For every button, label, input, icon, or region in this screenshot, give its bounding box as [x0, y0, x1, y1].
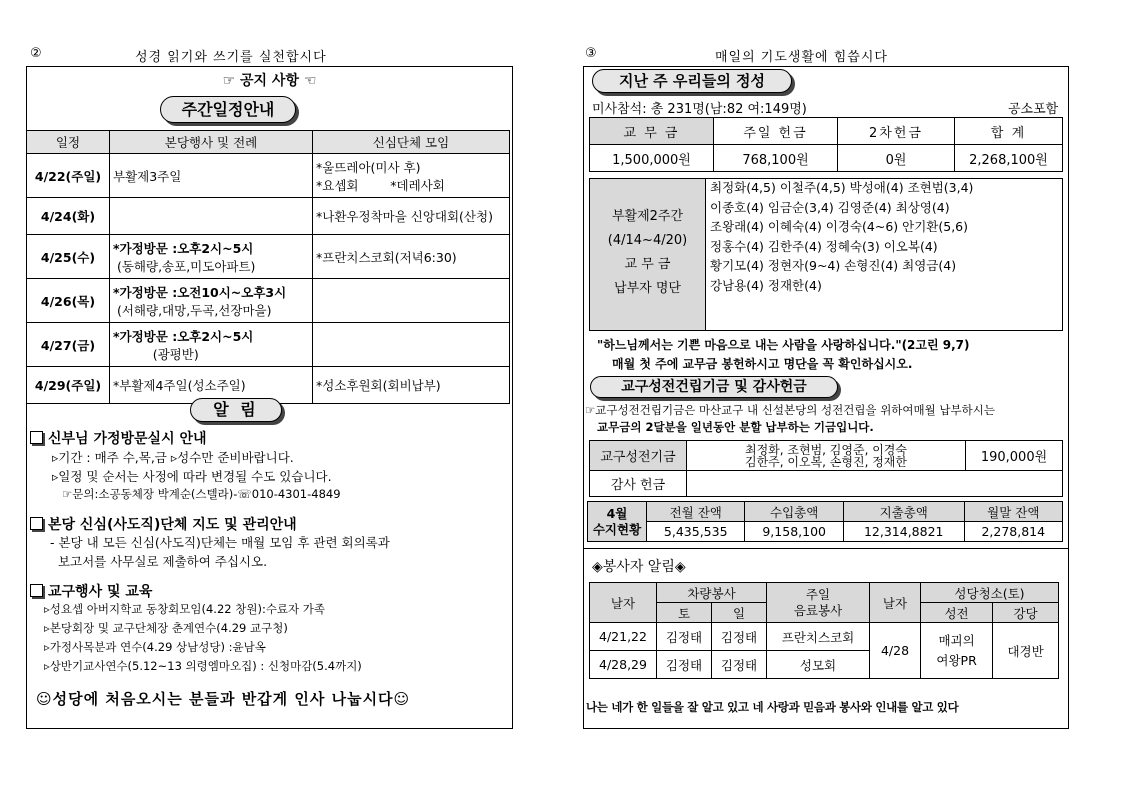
- schedule-group: [313, 323, 510, 367]
- event-line: *가정방문 :오전10시~오후3시: [113, 284, 287, 300]
- donor-line: 정홍수(4) 김한주(4) 정혜숙(3) 이오복(4): [710, 238, 938, 254]
- clean-sanctuary-line: 매괴의: [938, 632, 975, 648]
- balance-value: 12,314,8821: [843, 522, 964, 542]
- volunteer-sat: 김정태: [657, 623, 712, 651]
- schedule-group: [313, 154, 510, 198]
- section-line: ▹기간 : 매주 수,목,금 ▹성수만 준비바랍니다.: [52, 450, 294, 465]
- fund-label: 교구성전기금: [590, 441, 687, 471]
- donor-line: 황기모(4) 정현자(9~4) 손형진(4) 최영금(4): [710, 258, 957, 273]
- balance-header: 전월 잔액: [647, 502, 745, 522]
- section-line: ☞문의:소공동체장 박계순(스텔라)-☏010-4301-4849: [62, 487, 341, 501]
- offering-value: 2,268,100원: [955, 145, 1063, 172]
- balance-header: 월말 잔액: [964, 502, 1062, 522]
- schedule-group: [313, 279, 510, 323]
- fund-names-line: 김한주, 이오복, 손형진, 정재한: [745, 454, 907, 469]
- fund-text: ☞교구성전건립기금은 마산교구 내 신설본당의 성전건립을 위하여매월 납부하시는: [585, 403, 995, 417]
- section-title: [30, 514, 297, 534]
- section-title-text: 신부님 가정방문실시 안내: [48, 431, 207, 447]
- fund-names: [687, 441, 966, 471]
- event-line: 부활제3주일: [113, 168, 182, 184]
- attendance-note: 공소포함: [1008, 102, 1059, 117]
- footer-verse: 나는 네가 한 일들을 잘 알고 있고 네 사랑과 믿음과 봉사와 인내를 알고 있다: [586, 700, 959, 714]
- volunteer-header: 날자: [590, 583, 657, 623]
- volunteer-header: 토: [657, 603, 712, 623]
- event-line: (광평반): [113, 346, 199, 362]
- volunteer-header: 날자: [870, 583, 921, 623]
- balance-values-row: [588, 522, 1063, 542]
- section-title-text: 본당 신심(사도직)단체 지도 및 관리안내: [48, 517, 297, 533]
- clean-hall: 대경반: [993, 623, 1059, 679]
- schedule-date: 4/29(주일): [27, 367, 110, 404]
- schedule-row: [27, 279, 510, 323]
- schedule-row: [27, 235, 510, 279]
- schedule-event: [110, 198, 313, 235]
- schedule-date: 4/22(주일): [27, 154, 110, 198]
- volunteer-header-row: [590, 583, 1059, 603]
- schedule-row: [27, 198, 510, 235]
- clean-sanctuary-line: 여왕PR: [936, 652, 977, 668]
- fund-table: [589, 440, 1063, 497]
- balance-label-line: 4월: [606, 505, 628, 521]
- schedule-date: 4/27(금): [27, 323, 110, 367]
- offering-header: 주일 헌금: [714, 118, 838, 145]
- volunteer-sat: 김정태: [657, 651, 712, 679]
- square-bullet-icon: [30, 517, 43, 530]
- attendance: 미사참석: 총 231명(남:82 여:149명): [592, 102, 807, 117]
- schedule-event: *부활제4주일(성소주일): [110, 367, 313, 404]
- group-line: *울뜨레아(미사 후): [316, 159, 421, 175]
- balance-value: 9,158,100: [745, 522, 843, 542]
- offering-header-row: [590, 118, 1063, 145]
- square-bullet-icon: [30, 584, 43, 597]
- page-number: ③: [585, 46, 597, 61]
- schedule-group: *프란치스코회(저녁6:30): [313, 235, 510, 279]
- event-line: *가정방문 :오후2시~5시: [113, 328, 254, 344]
- volunteer-date: 4/21,22: [590, 623, 657, 651]
- volunteer-row: [590, 623, 1059, 651]
- weekly-schedule-title: 주간일정안내: [160, 96, 296, 123]
- schedule-header: 본당행사 및 전례: [110, 131, 313, 154]
- schedule-event: [110, 154, 313, 198]
- notice-title: ☞ 공지 사항 ☜: [222, 73, 317, 89]
- donor-label-line: 부활제2주간: [611, 209, 684, 224]
- page-number: ②: [30, 46, 42, 61]
- event-line: *가정방문 :오후2시~5시: [113, 240, 254, 256]
- volunteer-drink: 프란치스코회: [767, 623, 870, 651]
- fund-row: [590, 441, 1063, 471]
- donor-label-line: 교 무 금: [624, 257, 671, 272]
- clean-sanctuary: [921, 623, 993, 679]
- schedule-header-row: [27, 131, 510, 154]
- volunteer-header: 성당청소(토): [921, 583, 1059, 603]
- donor-line: 최정화(4,5) 이철주(4,5) 박성애(4) 조현범(3,4): [710, 180, 974, 195]
- announcement-title: 알 림: [190, 398, 282, 422]
- volunteer-header-line: 주일: [805, 586, 831, 602]
- schedule-date: 4/24(화): [27, 198, 110, 235]
- volunteer-sun: 김정태: [712, 623, 767, 651]
- section-title: [30, 581, 152, 601]
- balance-value: 5,435,535: [647, 522, 745, 542]
- section-line: ▹성요셉 아버지학교 동창회모임(4.22 창원):수료자 가족: [44, 602, 326, 616]
- offering-table: [589, 117, 1063, 172]
- schedule-event: [110, 279, 313, 323]
- schedule-date: 4/25(수): [27, 235, 110, 279]
- fund-amount: 190,000원: [966, 441, 1063, 471]
- volunteer-title: ◈봉사자 알림◈: [592, 559, 686, 575]
- volunteer-header: 성전: [921, 603, 993, 623]
- group-line: *요셉회 *데레사회: [316, 177, 445, 193]
- balance-header: 지출총액: [843, 502, 964, 522]
- event-line: (서해량,대망,두곡,선장마을): [113, 302, 272, 318]
- page-header: 매일의 기도생활에 힘씁시다: [715, 50, 888, 65]
- donor-line: 강남용(4) 정재한(4): [710, 277, 822, 293]
- page-header: 성경 읽기와 쓰기를 실천합시다: [135, 50, 327, 65]
- section-line: ▹본당회장 및 교구단체장 춘계연수(4.29 교구청): [44, 621, 288, 635]
- fund-title: 교구성전건립기금 및 감사헌금: [590, 376, 838, 398]
- volunteer-header: [767, 583, 870, 623]
- schedule-row: [27, 154, 510, 198]
- clean-date: 4/28: [870, 623, 921, 679]
- offering-value: 1,500,000원: [590, 145, 714, 172]
- square-bullet-icon: [30, 431, 43, 444]
- volunteer-header-line: 음료봉사: [793, 602, 843, 618]
- balance-header-row: [588, 502, 1063, 522]
- section-title-text: 교구행사 및 교육: [48, 584, 153, 600]
- offering-values-row: [590, 145, 1063, 172]
- offering-title: 지난 주 우리들의 정성: [592, 69, 792, 93]
- donor-line: 조왕래(4) 이혜숙(4) 이경숙(4~6) 안기환(5,6): [710, 219, 968, 234]
- fund-text: 교무금의 2달분을 일년동안 분할 납부하는 기금입니다.: [597, 420, 874, 434]
- weekly-schedule-table: [26, 130, 510, 404]
- schedule-header: 일정: [27, 131, 110, 154]
- offering-header: 2차헌금: [838, 118, 955, 145]
- donor-label-line: 납부자 명단: [614, 281, 681, 296]
- balance-label-line: 수지현황: [592, 521, 642, 537]
- section-line: ▹일정 및 순서는 사정에 따라 변경될 수도 있습니다.: [52, 469, 332, 484]
- quote: "하느님께서는 기쁜 마음으로 내는 사람을 사랑하십니다."(2고린 9,7): [597, 338, 970, 352]
- section-line: 보고서를 사무실로 제출하여 주십시오.: [50, 554, 268, 569]
- volunteer-header: 일: [712, 603, 767, 623]
- schedule-event: [110, 323, 313, 367]
- fund-row: [590, 471, 1063, 497]
- offering-value: 0원: [838, 145, 955, 172]
- offering-header: 합 계: [955, 118, 1063, 145]
- fund-names: [687, 471, 1063, 497]
- schedule-date: 4/26(목): [27, 279, 110, 323]
- section-line: ▹상반기교사연수(5.12~13 의령엠마오집) : 신청마감(5.4까지): [44, 659, 362, 673]
- section-line: ▹가정사목분과 연수(4.29 상남성당) :윤남옥: [44, 640, 266, 654]
- donor-line: 이종호(4) 임금순(3,4) 김영준(4) 최상영(4): [710, 199, 950, 215]
- fund-label: 감사 헌금: [590, 471, 687, 497]
- event-line: (동해량,송포,미도아파트): [113, 258, 256, 274]
- balance-header: 수입총액: [745, 502, 843, 522]
- closing-message: ☺성당에 처음오시는 분들과 반갑게 인사 나눕시다☺: [36, 690, 411, 708]
- schedule-header: 신심단체 모임: [313, 131, 510, 154]
- volunteer-table: [589, 582, 1059, 679]
- offering-header: 교 무 금: [590, 118, 714, 145]
- balance-value: 2,278,814: [964, 522, 1062, 542]
- donor-label-line: (4/14~4/20): [607, 233, 688, 248]
- schedule-row: [27, 323, 510, 367]
- volunteer-date: 4/28,29: [590, 651, 657, 679]
- offering-value: 768,100원: [714, 145, 838, 172]
- section-line: - 본당 내 모든 신심(사도직)단체는 매월 모임 후 관련 회의록과: [50, 535, 390, 550]
- schedule-event: [110, 235, 313, 279]
- volunteer-drink: 성모회: [767, 651, 870, 679]
- quote-note: 매월 첫 주에 교무금 봉헌하시고 명단을 꼭 확인하십시오.: [612, 357, 913, 371]
- section-title: [30, 428, 207, 448]
- fund-names-line: 최정화, 조현범, 김영준, 이경숙: [745, 442, 907, 457]
- schedule-group: *나환우정착마을 신앙대회(산청): [313, 198, 510, 235]
- schedule-group: *성소후원회(회비납부): [313, 367, 510, 404]
- donor-list: [710, 178, 973, 295]
- volunteer-header: 강당: [993, 603, 1059, 623]
- balance-label: [588, 502, 647, 542]
- volunteer-sun: 김정태: [712, 651, 767, 679]
- volunteer-header: 차량봉사: [657, 583, 767, 603]
- balance-table: [587, 501, 1063, 542]
- donor-label: [589, 178, 706, 331]
